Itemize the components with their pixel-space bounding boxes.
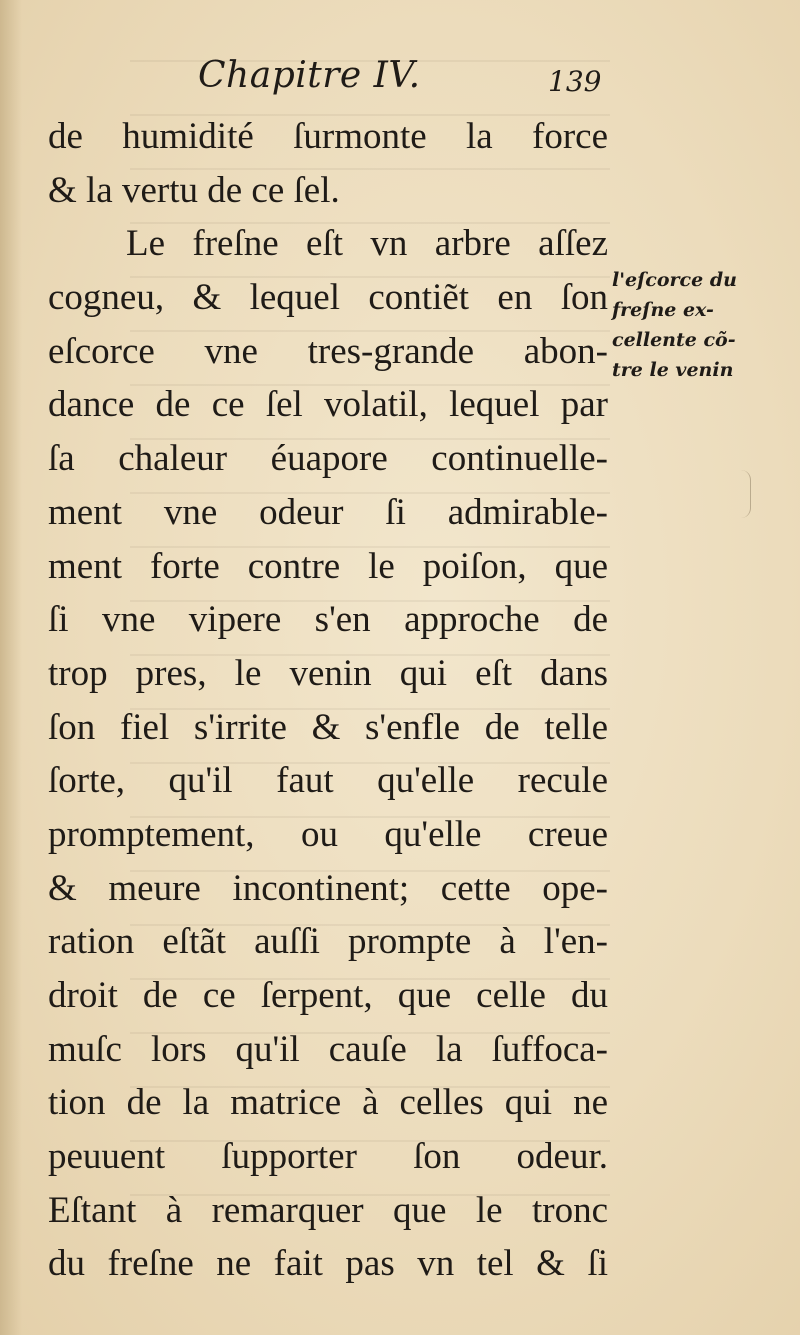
running-title: Chapitre IV. bbox=[198, 55, 421, 96]
text-line: promptement, ou qu'elle creue bbox=[48, 813, 608, 855]
text-line: & meure incontinent; cette ope- bbox=[48, 867, 608, 909]
text-line: muſc lors qu'il cauſe la ſuffoca- bbox=[48, 1028, 608, 1070]
page-header bbox=[0, 55, 800, 105]
text-line: ration eſtãt auſſi prompte à l'en- bbox=[48, 921, 608, 963]
text-line: ſa chaleur éuapore continuelle- bbox=[48, 438, 608, 480]
text-line: trop pres, le venin qui eſt dans bbox=[48, 652, 608, 694]
margin-pencil-mark bbox=[740, 470, 751, 518]
margin-note-line: l'eſcorce du bbox=[612, 269, 737, 291]
text-line: ſi vne vipere s'en approche de bbox=[48, 599, 608, 641]
text-line: ſon fiel s'irrite & s'enfle de telle bbox=[48, 706, 608, 748]
page-number: 139 bbox=[548, 65, 602, 98]
text-line: ſorte, qu'il faut qu'elle recule bbox=[48, 760, 608, 802]
text-line: & la vertu de ce ſel. bbox=[48, 169, 340, 211]
margin-note-line: cellente cõ- bbox=[612, 329, 736, 351]
margin-note-line: tre le venin bbox=[612, 359, 734, 381]
text-line: cogneu, & lequel contiẽt en ſon bbox=[48, 277, 608, 319]
margin-note-line: freſne ex- bbox=[612, 299, 714, 321]
text-line: du freſne ne fait pas vn tel & ſi bbox=[48, 1243, 608, 1285]
text-line: ment vne odeur ſi admirable- bbox=[48, 491, 608, 533]
text-line: Eſtant à remarquer que le tronc bbox=[48, 1189, 608, 1231]
text-line: peuuent ſupporter ſon odeur. bbox=[48, 1136, 608, 1178]
text-line: droit de ce ſerpent, que celle du bbox=[48, 975, 608, 1016]
body-text bbox=[48, 110, 608, 1291]
margin-note bbox=[612, 265, 798, 385]
text-line: dance de ce ſel volatil, lequel par bbox=[48, 384, 608, 426]
text-line: de humidité ſurmonte la force bbox=[48, 116, 608, 157]
text-line: tion de la matrice à celles qui ne bbox=[48, 1082, 608, 1124]
text-line: Le freſne eſt vn arbre aſſez bbox=[126, 223, 608, 265]
text-line: eſcorce vne tres-grande abon- bbox=[48, 330, 608, 372]
gutter-shadow bbox=[0, 0, 22, 1335]
text-line: ment forte contre le poiſon, que bbox=[48, 545, 608, 587]
